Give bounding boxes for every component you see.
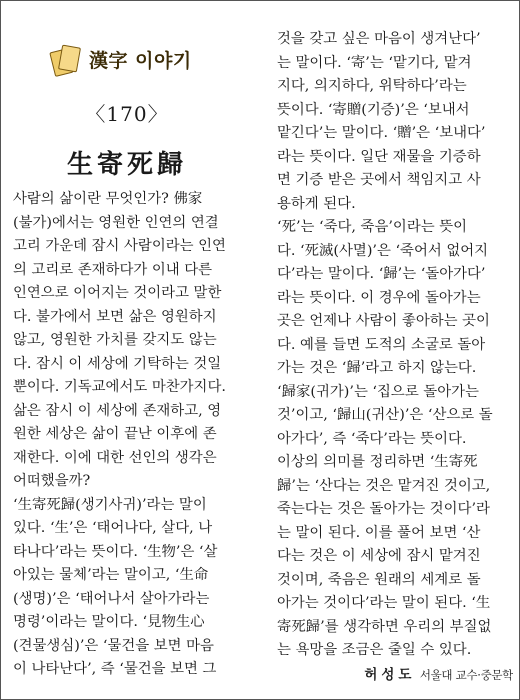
body-line: 歸’는 ‘산다는 것은 맡겨진 것이고, (277, 477, 491, 494)
body-line: (불가)에서는 영원한 인연의 연결 (13, 214, 219, 231)
body-line: 고리 가운데 잠시 사람이라는 인연 (13, 238, 226, 254)
body-line: 는 욕망을 조금은 줄일 수 있다. (277, 642, 472, 658)
body-line: 맡긴다’는 말이다. ‘贈’은 ‘보내다’ (277, 125, 486, 141)
body-line: 것을 갖고 싶은 마음이 생겨난다’ (277, 31, 481, 47)
body-line: 는 말이다. ‘寄’는 ‘맡기다, 맡겨 (277, 54, 472, 71)
body-line: 뿐이다. 기독교에서도 마찬가지다. (13, 379, 226, 395)
body-line: 이상의 의미를 정리하면 ‘生寄死 (277, 454, 478, 470)
body-line: 다’라는 말이다. ‘歸’는 ‘돌아가다’ (277, 266, 486, 282)
body-line: (견물생심)’은 ‘물건을 보면 마음 (13, 637, 214, 654)
author-byline (277, 663, 513, 687)
body-line: 면 기증 받은 곳에서 책임지고 사 (277, 172, 481, 188)
body-line: 것’이고, ‘歸山(귀산)’은 ‘산으로 돌 (277, 407, 493, 423)
body-line: 지다, 의지하다, 위탁하다’라는 (277, 78, 467, 94)
body-line: 아있는 물체’라는 말이고, ‘生命 (13, 567, 209, 583)
body-line: ‘死’는 ‘죽다, 죽음’이라는 뜻이 (277, 219, 467, 235)
body-line: 재한다. 이에 대한 선인의 생각은 (13, 449, 217, 466)
body-line: 곳은 언제나 사람이 좋아하는 곳이 (277, 313, 490, 329)
body-line: 뜻이다. ‘寄贈(기증)’은 ‘보내서 (277, 101, 470, 118)
body-line: 라는 뜻이다. 이 경우에 돌아가는 (277, 289, 481, 306)
body-line: ‘歸家(귀가)’는 ‘집으로 돌아가는 (277, 383, 479, 400)
article-headline: 生寄死歸 (66, 150, 187, 180)
issue-number: 〈170〉 (85, 102, 169, 126)
body-line: 있다. ‘生’은 ‘태어나다, 살다, 나 (13, 520, 213, 536)
body-line: 명령’이라는 말이다. ‘見物生心 (13, 614, 205, 630)
body-line: 사람의 삶이란 무엇인가? 佛家 (13, 191, 203, 207)
body-line: 의 고리로 존재하다가 이내 다른 (13, 261, 213, 278)
body-line: 이 나타난다’, 즉 ‘물건을 보면 그 (13, 661, 217, 677)
body-line: 다. 예를 들면 도적의 소굴로 돌아 (277, 336, 486, 353)
body-line: 어떠했을까? (13, 473, 91, 489)
author-name: 허성도 (364, 666, 416, 683)
body-line: 다는 것은 이 세상에 잠시 맡겨진 (277, 548, 481, 564)
body-column-right (277, 28, 513, 686)
scroll-papers-icon (51, 42, 79, 76)
body-column-left (13, 188, 259, 682)
body-line: 다. ‘死滅(사멸)’은 ‘죽어서 없어지 (277, 242, 489, 259)
body-line: 용하게 된다. (277, 195, 356, 212)
body-line: 삶은 잠시 이 세상에 존재하고, 영 (13, 402, 222, 419)
series-title: 漢字 이야기 (89, 49, 192, 72)
body-line: 죽는다는 것은 돌아가는 것이다’라 (277, 501, 490, 517)
body-line: 원한 세상은 삶이 끝난 이후에 존 (13, 426, 217, 442)
body-line: 아가는 것이다’라는 말이 된다. ‘生 (277, 595, 491, 611)
body-line: 않고, 영원한 가치를 갖지도 않는 (13, 332, 217, 348)
body-line: 寄死歸’를 생각하면 우리의 부질없 (277, 618, 492, 635)
column-header (51, 39, 192, 79)
author-affiliation: 서울대 교수·중문학 (419, 667, 513, 682)
body-line: 가는 것은 ‘歸’라고 하지 않는다. (277, 360, 477, 376)
body-line: 라는 뜻이다. 일단 재물을 기증하 (277, 148, 481, 165)
body-line: 다. 불가에서 보면 삶은 영원하지 (13, 308, 217, 325)
body-line: 는 말이 된다. 이를 풀어 보면 ‘산 (277, 524, 481, 541)
body-line: 것이며, 죽음은 원래의 세계로 돌 (277, 571, 481, 588)
body-line: 다. 잠시 이 세상에 기탁하는 것일 (13, 355, 222, 372)
body-line: (생명)’은 ‘태어나서 살아가라는 (13, 590, 210, 607)
body-line: 아가다’, 즉 ‘죽다’라는 뜻이다. (277, 430, 467, 447)
body-line: 인연으로 이어지는 것이라고 말한 (13, 285, 222, 301)
body-line: 타나다’라는 뜻이다. ‘生物’은 ‘살 (13, 543, 218, 560)
body-line: ‘生寄死歸(생기사귀)’라는 말이 (13, 496, 207, 513)
